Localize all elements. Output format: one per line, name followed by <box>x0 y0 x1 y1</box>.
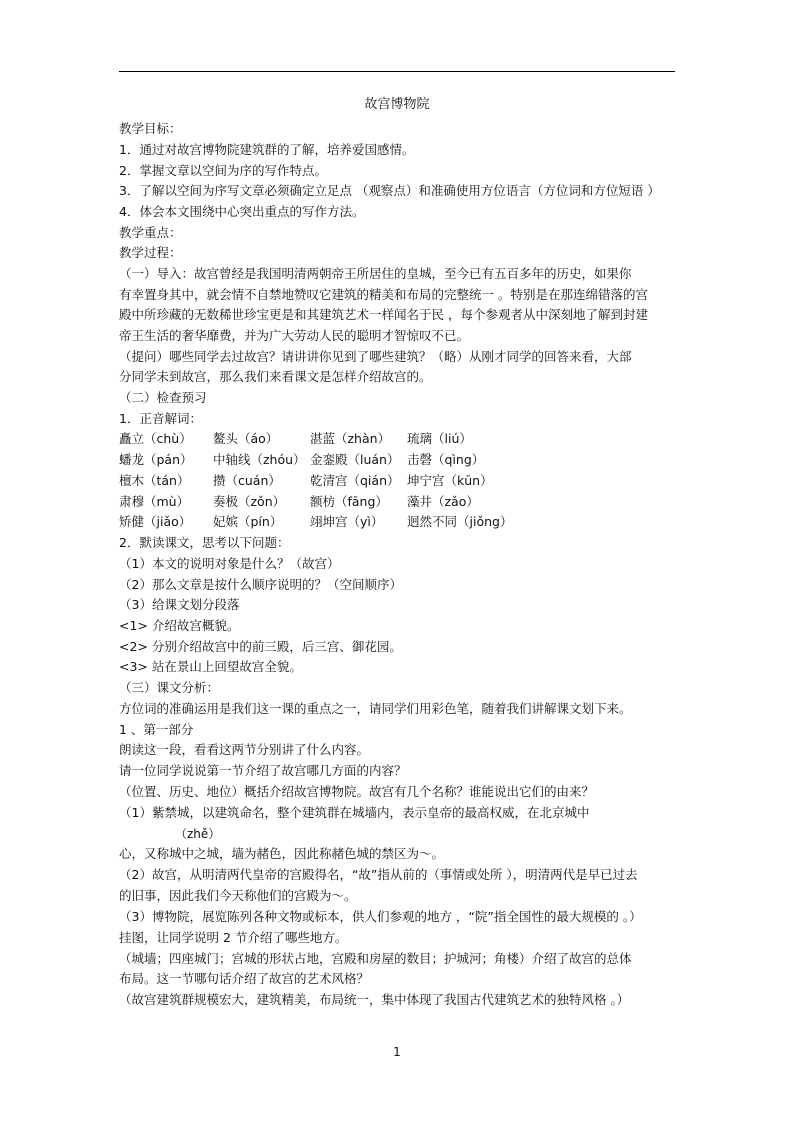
text-line: 挂图，让同学说明 2 节介绍了哪些地方。 <box>119 930 348 945</box>
text-line: （1）紫禁城，以建筑命名，整个建筑群在城墙内，表示皇帝的最高权威，在北京城中 <box>119 805 590 820</box>
text-line: 教学过程： <box>119 245 182 260</box>
text-line: <1> 介绍故宫概貌。 <box>119 618 240 633</box>
text-line: （1）本文的说明对象是什么？（故宫） <box>119 556 340 571</box>
text-line: （3）博物院，展览陈列各种文物或标本，供人们参观的地方 ，“院”指全国性的最大规模的 。） <box>119 909 642 924</box>
vocab-item: 妃嫔（pín） <box>213 514 283 529</box>
text-line: 1．通过对故宫博物院建筑群的了解，培养爱国感情。 <box>119 142 415 157</box>
text-line: （三）课文分析： <box>119 680 220 695</box>
text-line: <2> 分别介绍故宫中的前三殿，后三宫、御花园。 <box>119 639 402 654</box>
vocab-row <box>119 430 527 448</box>
vocab-item: 金銮殿（luán） <box>310 452 400 467</box>
vocab-item: 矫健（jiǎo） <box>119 514 192 529</box>
vocab-item: 乾清宫（qián） <box>310 473 400 488</box>
text-line: （位置、历史、地位）概括介绍故宫博物院。故宫有几个名称？谁能说出它们的由来？ <box>119 784 595 799</box>
text-line: （3）给课文划分段落 <box>119 597 240 612</box>
text-line: 帝王生活的奢华靡费，并为广大劳动人民的聪明才智惊叹不已。 <box>119 328 470 343</box>
text-line: 的旧事，因此我们今天称他们的宫殿为～。 <box>119 888 357 903</box>
text-line: （提问）哪些同学去过故宫？请讲讲你见到了哪些建筑？（略）从刚才同学的回答来看，大部 <box>119 349 632 364</box>
vocab-item: 藻井（zǎo） <box>407 494 479 509</box>
vocab-item: 奏极（zǒn） <box>213 494 286 509</box>
vocab-item: 额枋（fāng） <box>310 494 388 509</box>
vocab-item: 檀木（tán） <box>119 473 190 488</box>
text-line: 布局。这一节哪句话介绍了故宫的艺术风格？ <box>119 971 370 986</box>
vocab-item: 翊坤宫（yì） <box>310 514 384 529</box>
text-line: 分同学未到故宫，那么我们来看课文是怎样介绍故宫的。 <box>119 369 432 384</box>
text-line: <3> 站在景山上回望故宫全貌。 <box>119 659 302 674</box>
text-line: （一）导入：故宫曾经是我国明清两朝帝王所居住的皇城，至今已有五百多年的历史，如果你 <box>119 266 632 281</box>
text-line: 殿中所珍藏的无数稀世珍宝更是和其建筑艺术一样闻名于民 ，每个参观者从中深刻地了解到封建 <box>119 307 648 322</box>
text-line: 心，又称城中之城，墙为赭色，因此称赭色城的禁区为～。 <box>119 846 445 861</box>
vocab-item: 鳌头（áo） <box>213 431 279 446</box>
vocab-row <box>119 472 527 490</box>
vocab-item: 坤宁宫（kūn） <box>407 473 493 488</box>
text-line: （故宫建筑群规模宏大，建筑精美，布局统一，集中体现了我国古代建筑艺术的独特风格 。） <box>119 992 630 1007</box>
vocab-item: 蟠龙（pán） <box>119 452 193 467</box>
vocab-item: 迥然不同（jiǒng） <box>407 514 513 529</box>
vocab-row <box>119 493 527 511</box>
text-line: （2）故宫，从明清两代皇帝的宫殿得名，“故”指从前的（事情或处所 ），明清两代是早已过去 <box>119 867 638 882</box>
page-number: 1 <box>393 1045 401 1059</box>
page-title: 故宫博物院 <box>364 97 430 112</box>
vocab-item: 攒（cuán） <box>213 473 281 488</box>
text-line: （城墙；四座城门；宫城的形状占地，宫殿和房屋的数目；护城河；角楼）介绍了故宫的总体 <box>119 951 632 966</box>
text-line: 请一位同学说说第一节介绍了故宫哪几方面的内容？ <box>119 763 407 778</box>
vocab-item: 肃穆（mù） <box>119 494 190 509</box>
pinyin-annotation: （zhě） <box>175 827 221 841</box>
text-line: 1．正音解词： <box>119 411 202 426</box>
vocab-item: 击磬（qìng） <box>407 452 485 467</box>
text-line: 有幸置身其中，就会情不自禁地赞叹它建筑的精美和布局的完整统一 。特别是在那连绵错落的宫 <box>119 287 648 302</box>
text-line: 教学重点： <box>119 225 182 240</box>
text-line: 2．掌握文章以空间为序的写作特点。 <box>119 163 327 178</box>
vocab-item: 矗立（chù） <box>119 431 192 446</box>
vocab-row <box>119 451 527 469</box>
vocab-row <box>119 513 527 531</box>
text-line: 朗读这一段，看看这两节分别讲了什么内容。 <box>119 742 370 757</box>
vocab-item: 琉璃（liú） <box>407 431 472 446</box>
text-line: 1 、第一部分 <box>119 722 194 737</box>
text-line: 教学目标： <box>119 121 182 136</box>
text-line: 方位词的准确运用是我们这一课的重点之一，请同学们用彩色笔，随着我们讲解课文划下来。 <box>119 701 632 716</box>
header-rule <box>119 71 675 72</box>
text-line: （2）那么文章是按什么顺序说明的？（空间顺序） <box>119 577 402 592</box>
text-line: 3．了解以空间为序写文章必须确定立足点 （观察点）和准确使用方位语言（方位词和方位短语 ） <box>119 183 660 198</box>
text-line: 4．体会本文围绕中心突出重点的写作方法。 <box>119 204 365 219</box>
text-line: 2．默读课文，思考以下问题： <box>119 535 290 550</box>
text-line: （二）检查预习 <box>119 390 207 405</box>
vocab-item: 中轴线（zhóu） <box>213 452 306 467</box>
vocab-item: 湛蓝（zhàn） <box>310 431 391 446</box>
